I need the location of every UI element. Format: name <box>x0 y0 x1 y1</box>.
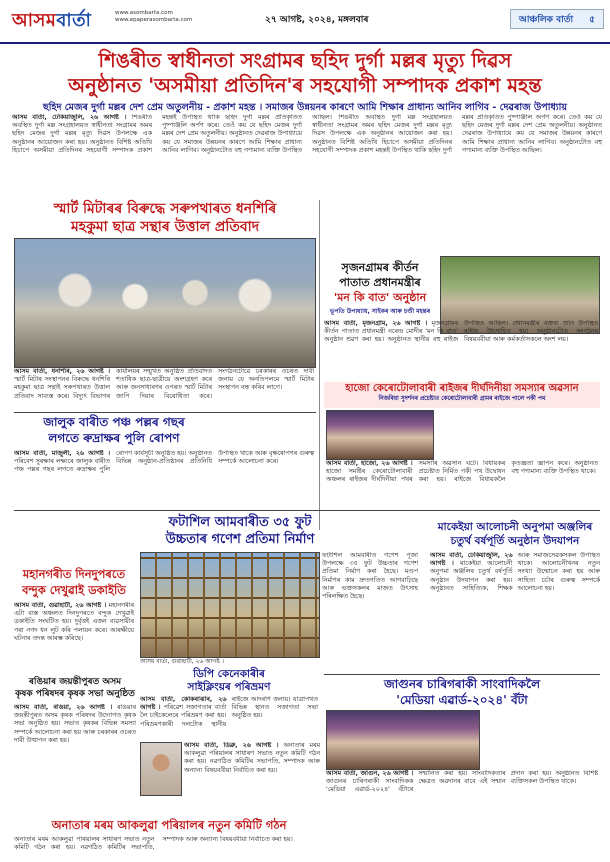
cycling-headline <box>140 668 318 694</box>
kirtan-headline-line1: সৃজনগ্ৰামৰ কীৰ্তন <box>341 261 419 274</box>
lead-body-text-cont: শিঙৰীত অবস্থিত দুৰ্গা মল্ল সংগ্ৰহালয়ত স্বাধীনতা সংগ্ৰামৰ অমৰ ছহিদ মেজৰ দুৰ্গা মল্লৰ মৃত্যু দিৱস উপলক্ষে এক অনুষ্ঠানৰ আয়োজন কৰা হয়। অনুষ্ঠানত বিশিষ্ট অতিথি হিচাপে অসমীয়া প্ৰতিদিনৰ সহযোগী সম্পাদক প্ৰকাশ মহন্তই উপস্থিত থাকি ছহিদ দুৰ্গা মল্লৰ প্ৰতিকৃতিত পুষ্পাঞ্জলি অৰ্পণ কৰে। তেওঁ কয় যে ছহিদ মেজৰ দুৰ্গা মল্লৰ দেশ প্ৰেম অতুলনীয়। অনুষ্ঠানত দেৱৰাজ উপাধ্যায়ে কয় যে সমাজৰ উন্নয়নৰ কাৰণে আমি শিক্ষাৰ প্ৰাধান্য আনিব লাগিব। অনুষ্ঠানটোত বহু গণ্যমান্য ব্যক্তি উপস্থিত আছিল। <box>312 114 602 154</box>
page-number: ৫ <box>589 14 595 25</box>
mahangarh-headline-line2: বন্দুক দেখুৱাই ডকাইতি <box>22 583 126 597</box>
fatasil-caption: আসম বাৰ্তা, গুৱাহাটী, ২৬ আগষ্ট । <box>140 658 224 665</box>
mahangarh-body-text: মহানগৰীৰ এটা ব্যস্ত অঞ্চলত দিনদুপৰতে বন্দুক দেখুৱাই ডকাইতি সংঘটিত হয়। দুৰ্বৃত্তই এজন ব্যৱসায়ীৰ পৰা নগদ ধন লুট কৰি পলায়ন কৰে। আৰক্ষীয়ে ঘটনাৰ তদন্ত আৰম্ভ কৰিছে। <box>14 602 134 642</box>
makeia-headline <box>430 520 600 548</box>
masthead-urls <box>115 10 192 24</box>
kirtan-dateline: আসম বাৰ্তা, মৃজনগ্ৰাম, ২৬ আগষ্ট । <box>324 320 428 327</box>
website-url[interactable]: www.asombarta.com <box>115 10 173 16</box>
cycling-body-text: পৰিৱেশ সজাগতাৰ বাৰ্তা লৈ চাইকেলেৰে পৰিভ্ৰমণ কৰা হয়। পৰিভ্ৰমণকাৰী দলটোক স্থানীয় ৰাইজে আদৰণি জনায়। যাত্ৰাপথত বিভিন্ন স্থানত সজাগতা সভা অনুষ্ঠিত হয়। <box>140 696 318 728</box>
newspaper-logo: আসমবাৰ্তা <box>12 10 92 31</box>
fatasil-body <box>322 552 418 656</box>
lead-body-text: শিঙৰীত অবস্থিত দুৰ্গা মল্ল সংগ্ৰহালয়ত স্বাধীনতা সংগ্ৰামৰ অমৰ ছহিদ মেজৰ দুৰ্গা মল্লৰ মৃত্যু দিৱস উপলক্ষে এক অনুষ্ঠানৰ আয়োজন কৰা হয়। অনুষ্ঠানত বিশিষ্ট অতিথি হিচাপে অসমীয়া প্ৰতিদিনৰ সহযোগী সম্পাদক প্ৰকাশ মহন্তই উপস্থিত থাকি ছহিদ দুৰ্গা মল্লৰ প্ৰতিকৃতিত পুষ্পাঞ্জলি অৰ্পণ কৰে। তেওঁ কয় যে ছহিদ মেজৰ দুৰ্গা মল্লৰ দেশ প্ৰেম অতুলনীয়। অনুষ্ঠানত দেৱৰাজ উপাধ্যায়ে কয় যে সমাজৰ উন্নয়নৰ কাৰণে আমি শিক্ষাৰ প্ৰাধান্য আনিব লাগিব। অনুষ্ঠানটোত বহু গণ্যমান্য ব্যক্তি উপস্থিত আছিল। <box>12 114 332 154</box>
section-divider <box>14 510 600 511</box>
kirtan-body <box>324 320 598 380</box>
smart-meter-photo <box>14 238 316 368</box>
jaluk-body-text: পৰিবেশ সুৰক্ষাৰ লক্ষ্যৰে জালুক বাৰীত পঞ্চ পল্লৰ গছৰ লগতে ৰুদ্ৰাক্ষৰ পুলি ৰোপণ কাৰ্যসূচী অনুষ্ঠিত হয়। অনুষ্ঠানত বিভিন্ন অনুষ্ঠান-প্ৰতিষ্ঠানৰ প্ৰতিনিধি উপস্থিত থাকে আৰু বৃক্ষৰোপণৰ গুৰুত্ব সম্পৰ্কে আলোচনা কৰে। <box>14 450 314 474</box>
haju-body <box>326 460 598 512</box>
issue-date: ২৭ আগষ্ট, ২০২৪, মঙ্গলবাৰ <box>265 15 369 25</box>
haju-subhead: নিজৰিয়া সুদৰ্শনৰ প্ৰচেষ্টাত কেৰোটোলাবাৰী গ্ৰামৰ ৰাইজে পালে পকী পথ <box>378 396 546 402</box>
kirtan-headline-line3: 'মন কি বাত' অনুষ্ঠান <box>333 291 427 304</box>
makeia-body-text: মাকেইয়া আলোচনী অনুপমা অঞ্জলিৰ চতুৰ্থ বৰ্ষপূৰ্তি অনুষ্ঠান উদযাপন কৰা হয়। অনুষ্ঠানত সাহিত্যিক, শিক্ষক আৰু সমাজসেৱকসকল উপস্থিত থাকে। আলোচনীখনৰ নতুন সংখ্যা উন্মোচন কৰা হয় আৰু সাহিত্য চৰ্চাৰ গুৰুত্ব সম্পৰ্কে আলোচনা হয়। <box>430 552 600 592</box>
anatar-dateline: আসম বাৰ্তা, ডিব্ৰু, ২৬ আগষ্ট । <box>184 742 279 749</box>
kirtan-headline-line2: পাতাত প্ৰধানমন্ত্ৰীৰ <box>339 276 421 289</box>
rangia-body-text: ৰঙিয়াৰ জয়ন্তীপুৰত অসম কৃষক পৰিষদৰ উদ্যোগত কৃষক সভা অনুষ্ঠিত হয়। সভাত কৃষকৰ বিভিন্ন সমস্যা সম্পৰ্কে আলোচনা কৰা হয় আৰু চৰকাৰৰ ওচৰত দাবী উত্থাপন কৰা হয়। <box>14 704 136 744</box>
haju-body-text: হাজো সমষ্টিৰ কেৰোটোলাবাৰী অঞ্চলৰ ৰাইজৰ দীৰ্ঘদিনীয়া পথৰ সমস্যাৰ অৱসান ঘটে। বিধায়কৰ প্ৰচেষ্টাত নিৰ্মিত পকী পথ উদ্বোধন কৰা হয়। ৰাইজে বিধায়কলৈ কৃতজ্ঞতা জ্ঞাপন কৰে। অনুষ্ঠানত বহু গণ্যমান্য ব্যক্তি উপস্থিত থাকে। <box>326 460 598 484</box>
makeia-headline-line1: মাকেইয়া আলোচনী অনুপমা অঞ্জলিৰ <box>437 521 593 533</box>
cycling-headline-line2: সাইক্লিংয়ৰ পৰিভ্ৰমণ <box>187 681 271 693</box>
jagun-headline-line2: 'মেডিয়া এৱাৰ্ড-২০২৪' বঁটা <box>396 693 528 707</box>
epaper-url[interactable]: www.epaperasombarta.com <box>115 17 193 23</box>
section-tab <box>510 9 604 29</box>
jagun-headline-line1: জাগুনৰ চাৰিগৰাকী সাংবাদিকলৈ <box>383 677 541 691</box>
smart-meter-dateline: আসম বাৰ্তা, ধনশিৰি, ২৬ আগষ্ট । <box>14 368 110 375</box>
kirtan-headline <box>324 260 436 305</box>
jagun-photo <box>326 710 480 770</box>
lead-subhead: ছহিদ মেজৰ দুৰ্গা মল্লৰ দেশ প্ৰেম অতুলনীয় - প্ৰকাশ মহন্ত । সমাজৰ উন্নয়নৰ কাৰণে আমি শিক্ষাৰ প্ৰাধান্য আনিব লাগিব - দেৱৰাজ উপাধ্যায় <box>43 102 567 113</box>
cycling-body <box>140 696 318 740</box>
makeia-dateline: আসম বাৰ্তা, ঢেকিয়াজুলি, ২৬ আগষ্ট । <box>430 552 513 568</box>
anatar-headline: অনাতাৰ মৰম আকলুৱা পৰিয়ালৰ নতুন কমিটি গঠন <box>51 818 287 832</box>
rangia-headline-line1: ৰঙিয়াৰ জয়ন্তীপুৰত অসম <box>28 677 122 687</box>
section-divider <box>324 674 600 675</box>
mahangarh-headline-line1: মহানগৰীত দিনদুপৰতে <box>22 567 126 581</box>
fatasil-body-text: ফটাশিল আমবাৰীত গণেশ পূজা উপলক্ষে ৩৫ ফুট উচ্চতাৰ গণেশ প্ৰতিমা নিৰ্মাণ কৰা হৈছে। মণ্ডপ নিৰ্মাণৰ কাম দ্ৰুতগতিত আগবাঢ়িছে আৰু ভক্তসকলৰ মাজত উৎসাহ পৰিলক্ষিত হৈছে। <box>322 552 418 601</box>
section-name: আঞ্চলিক বাৰ্তা <box>519 14 574 25</box>
anatar-body-text-cont: অনাতাৰ মৰম আকলুৱা পৰিয়ালৰ সাধাৰণ সভাত নতুন কমিটি গঠন কৰা হয়। নৱগঠিত কমিটিৰ সভাপতি, সম্পাদক আৰু অন্যান্য বিষয়ববীয়া নিৰ্বাচিত কৰা হয়। <box>14 836 293 852</box>
haju-dateline: আসম বাৰ্তা, হাজো, ২৬ আগষ্ট । <box>326 460 413 467</box>
kirtan-body-text: মৃজনগ্ৰামৰ কীৰ্তন পাতাত প্ৰধানমন্ত্ৰী নৰেন্দ্ৰ মোদীৰ 'মন কি বাত' অনুষ্ঠান শ্ৰৱণ কৰা হয়। অনুষ্ঠানত স্থানীয় বহু ৰাইজ উপস্থিত আছিল। প্ৰধানমন্ত্ৰীৰ বক্তব্য শুনি উপস্থিত ৰাইজ উৎসাহিত হয়। অনুষ্ঠানটোত সংগঠনৰ বিষয়ববীয়া আৰু কৰ্মকৰ্তাসকলে অংশ লয়। <box>324 320 598 344</box>
fatasil-headline-line1: ফটাশিল আমবাৰীত ৩৫ ফুট <box>168 515 312 530</box>
section-divider <box>14 412 316 413</box>
jaluk-dateline: আসম বাৰ্তা, মাজুলী, ২৬ আগষ্ট । <box>14 450 110 457</box>
mahangarh-body <box>14 602 134 672</box>
smart-meter-headline <box>14 200 316 236</box>
jaluk-body <box>14 450 314 502</box>
smart-meter-headline-line1: স্মাৰ্ট মিটাৰৰ বিৰুদ্ধে সৰুপথাৰত ধনশিৰি <box>53 201 277 217</box>
fatasil-photo <box>140 552 320 658</box>
jagun-headline <box>324 676 600 708</box>
haju-photo <box>326 410 434 460</box>
mahangarh-headline <box>14 566 134 598</box>
smart-meter-body-text: স্মাৰ্ট মিটাৰ সংস্থাপনৰ বিৰুদ্ধে ধনশিৰি মহকুমা ছাত্ৰ সন্থাই সৰুপথাৰত উত্তাল প্ৰতিবাদ সাব্যস্ত কৰে। বিদ্যুৎ বিভাগৰ কাৰ্যালয়ৰ সন্মুখত অনুষ্ঠিত প্ৰতিবাদত শতাধিক ছাত্ৰ-ছাত্ৰীয়ে অংশগ্ৰহণ কৰে আৰু জনসাধাৰণৰ ওপৰত স্মাৰ্ট মিটাৰ জাপি দিয়াৰ বিৰোধিতা কৰে। সংগঠনটোৱে চৰকাৰৰ ওচৰত দাবী জনায় যে অনতিপলমে স্মাৰ্ট মিটাৰ সংস্থাপন বন্ধ কৰিব লাগে। <box>14 368 314 400</box>
jaluk-headline-line1: জালুক বাৰীত পঞ্চ পল্লৰ গছৰ <box>43 415 185 429</box>
makeia-headline-line2: চতুৰ্থ বৰ্ষপূৰ্তি অনুষ্ঠান উদযাপন <box>450 535 580 547</box>
cycling-headline-line1: ডিপি কেনেকাৰীৰ <box>193 668 265 680</box>
column-divider <box>319 200 320 530</box>
jaluk-headline-line2: লগতে ৰুদ্ৰাক্ষৰ পুলি ৰোপণ <box>48 431 180 445</box>
lead-headline <box>14 48 596 98</box>
rangia-body <box>14 704 136 812</box>
jagun-body-text: জাগুনৰ চাৰিগৰাকী সাংবাদিকক 'মেডিয়া এৱাৰ্ড-২০২৪' বঁটাৰে সন্মানিত কৰা হয়। সাংবাদিকতাৰ ক্ষেত্ৰত অৱদানৰ বাবে এই সন্মান প্ৰদান কৰা হয়। অনুষ্ঠানত বিশিষ্ট ব্যক্তিসকল উপস্থিত থাকে। <box>326 770 598 794</box>
fatasil-headline <box>140 514 340 548</box>
kirtan-byline: ভূপতি উপাধ্যায়, সাইকৰ আৰু চণ্ডী মহন্তৰ <box>329 308 431 315</box>
jagun-body <box>326 770 598 824</box>
fatasil-headline-line2: উচ্চতাৰ গণেশ প্ৰতিমা নিৰ্মাণ <box>165 532 315 547</box>
smart-meter-body <box>14 368 314 412</box>
haju-headline: হাজো কেৰোটোলাবাৰী ৰাইজৰ দীৰ্ঘদিনীয়া সমস্যাৰ অৱসান <box>345 383 579 394</box>
anatar-body <box>184 742 320 812</box>
lead-body <box>12 114 602 198</box>
makeia-body <box>430 552 600 672</box>
anatar-body-bottom <box>14 836 600 858</box>
smart-meter-headline-line2: মহকুমা ছাত্ৰ সন্থাৰ উত্তাল প্ৰতিবাদ <box>70 219 260 235</box>
mahangarh-dateline: আসম বাৰ্তা, গুৱাহাটী, ২৬ আগষ্ট । <box>14 602 107 609</box>
lead-dateline: আসম বাৰ্তা, ঢেকিয়াজুলি, ২৬ আগষ্ট । <box>12 114 127 121</box>
cycling-dateline: আসম বাৰ্তা, কোকৰাঝাৰ, ২৬ আগষ্ট । <box>140 696 227 712</box>
jaluk-headline <box>14 414 214 446</box>
jagun-dateline: আসম বাৰ্তা, জাগুন, ২৬ আগষ্ট । <box>326 770 414 777</box>
anatar-photo <box>140 742 182 796</box>
lead-headline-line2: অনুষ্ঠানত 'অসমীয়া প্ৰতিদিন'ৰ সহযোগী সম্পাদক প্ৰকাশ মহন্ত <box>68 74 542 97</box>
rangia-dateline: আসম বাৰ্তা, ৰঙিয়া, ২৬ আগষ্ট । <box>14 704 113 711</box>
anatar-body-text: অনাতাৰ মৰম আকলুৱা পৰিয়ালৰ সাধাৰণ সভাত নতুন কমিটি গঠন কৰা হয়। নৱগঠিত কমিটিৰ সভাপতি, সম্পাদক আৰু অন্যান্য বিষয়ববীয়া নিৰ্বাচিত কৰা হয়। <box>184 742 320 774</box>
lead-headline-line1: শিঙৰীত স্বাধীনতা সংগ্ৰামৰ ছহিদ দুৰ্গা মল্লৰ মৃত্যু দিৱস <box>98 49 512 72</box>
rangia-headline-line2: কৃষক পৰিষদৰ কৃষক সভা অনুষ্ঠিত <box>15 689 135 699</box>
rangia-headline <box>14 676 136 700</box>
